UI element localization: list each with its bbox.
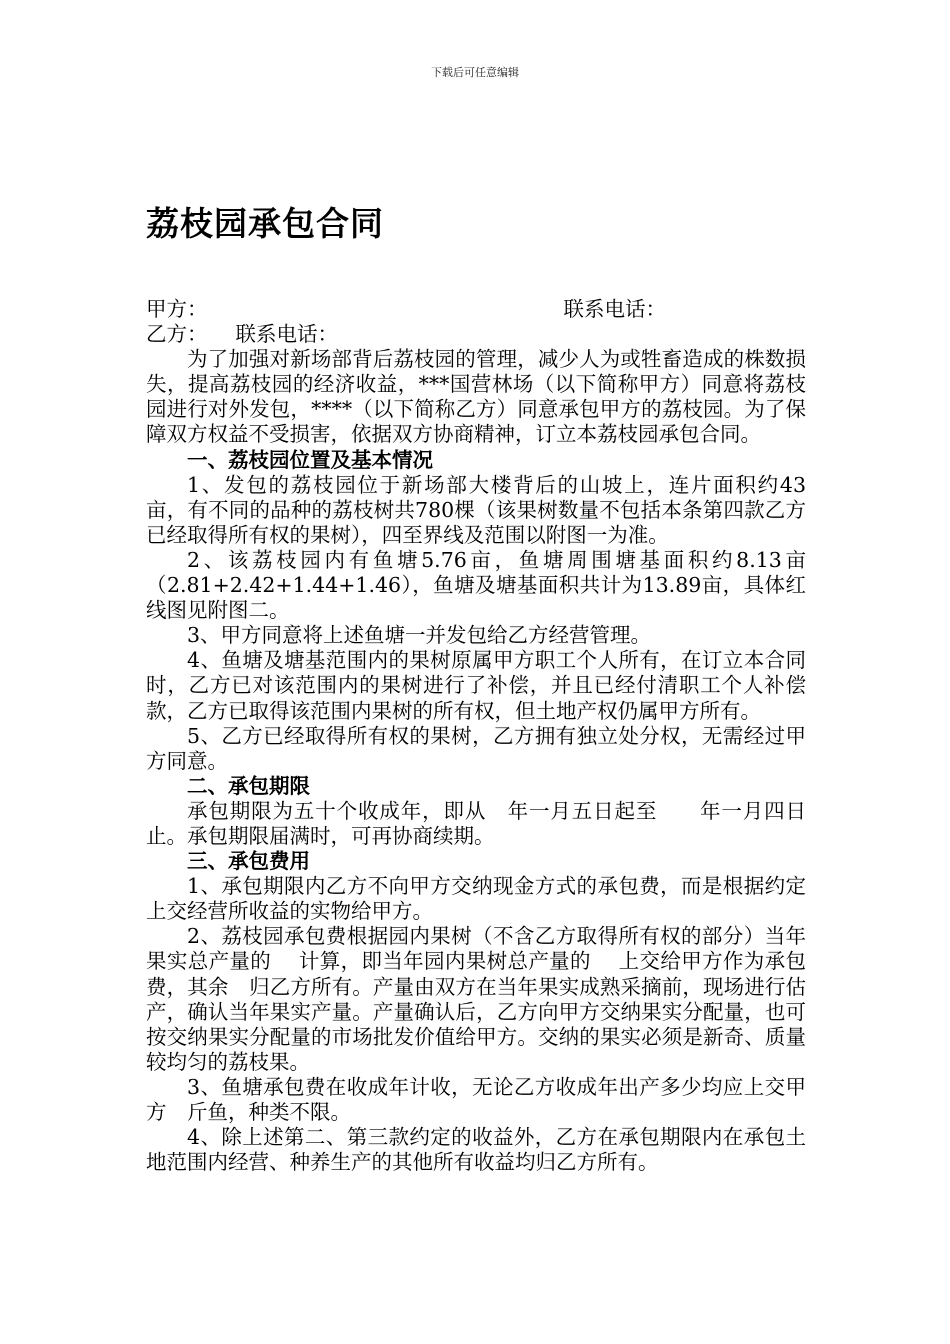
party-b-line [146,322,806,347]
document-title: 荔枝园承包合同 [146,204,384,243]
party-a-phone-label: 联系电话： [563,297,666,321]
section-1-clause-3: 3、甲方同意将上述鱼塘一并发包给乙方经营管理。 [187,623,652,648]
section-1-heading: 一、荔枝园位置及基本情况 [187,447,433,472]
party-b-phone-label: 联系电话： [235,322,338,347]
section-1-clause-5: 5、乙方已经取得所有权的果树，乙方拥有独立处分权，无需经过甲方同意。 [146,723,806,773]
party-b-label: 乙方： [146,322,208,347]
section-3-clause-3: 3、鱼塘承包费在收成年计收，无论乙方收成年出产多少均应上交甲方 斤鱼，种类不限。 [146,1074,806,1124]
section-2-heading: 二、承包期限 [187,773,310,798]
section-2-clause-1: 承包期限为五十个收成年，即从 年一月五日起至 年一月四日止。承包期限届满时，可再协商续期。 [146,798,806,848]
section-3-clause-1: 1、承包期限内乙方不向甲方交纳现金方式的承包费，而是根据约定上交经营所收益的实物给甲方。 [146,874,806,924]
party-a-line [146,297,806,322]
intro-paragraph: 为了加强对新场部背后荔枝园的管理，减少人为或牲畜造成的株数损失，提高荔枝园的经济收益，***国营林场（以下简称甲方）同意将荔枝园进行对外发包，****（以下简称乙方）同意承包甲方的荔枝园。为了保障双方权益不受损害，依据双方协商精神，订立本荔枝园承包合同。 [146,347,806,447]
section-3-clause-2: 2、荔枝园承包费根据园内果树（不含乙方取得所有权的部分）当年果实总产量的 计算，即当年园内果树总产量的 上交给甲方作为承包费，其余 归乙方所有。产量由双方在当年果实成熟采摘前，现场进行估产，确认当年果实产量。产量确认后，乙方向甲方交纳果实分配量，也可按交纳果实分配量的市场批发价值给甲方。交纳的果实必须是新奇、质量较均匀的荔枝果。 [146,924,806,1074]
section-3-clause-4: 4、除上述第二、第三款约定的收益外，乙方在承包期限内在承包土地范围内经营、种养生产的其他所有收益均归乙方所有。 [146,1125,806,1175]
section-1-clause-1: 1、发包的荔枝园位于新场部大楼背后的山坡上，连片面积约43 亩，有不同的品种的荔枝树共780棵（该果树数量不包括本条第四款乙方已经取得所有权的果树），四至界线及范围以附图一为准。 [146,472,806,547]
party-a-label: 甲方： [146,297,208,321]
contract-body [146,297,806,1175]
header-note: 下载后可任意编辑 [431,66,519,79]
party-a-row [146,297,666,322]
section-1-clause-2: 2、该荔枝园内有鱼塘5.76亩，鱼塘周围塘基面积约8.13亩（2.81+2.42+1.44+1.46），鱼塘及塘基面积共计为13.89亩，具体红线图见附图二。 [146,547,806,623]
section-1-clause-4: 4、鱼塘及塘基范围内的果树原属甲方职工个人所有，在订立本合同时，乙方已对该范围内的果树进行了补偿，并且已经付清职工个人补偿款，乙方已取得该范围内果树的所有权，但土地产权仍属甲方所有。 [146,648,806,723]
section-3-heading: 三、承包费用 [187,849,310,874]
